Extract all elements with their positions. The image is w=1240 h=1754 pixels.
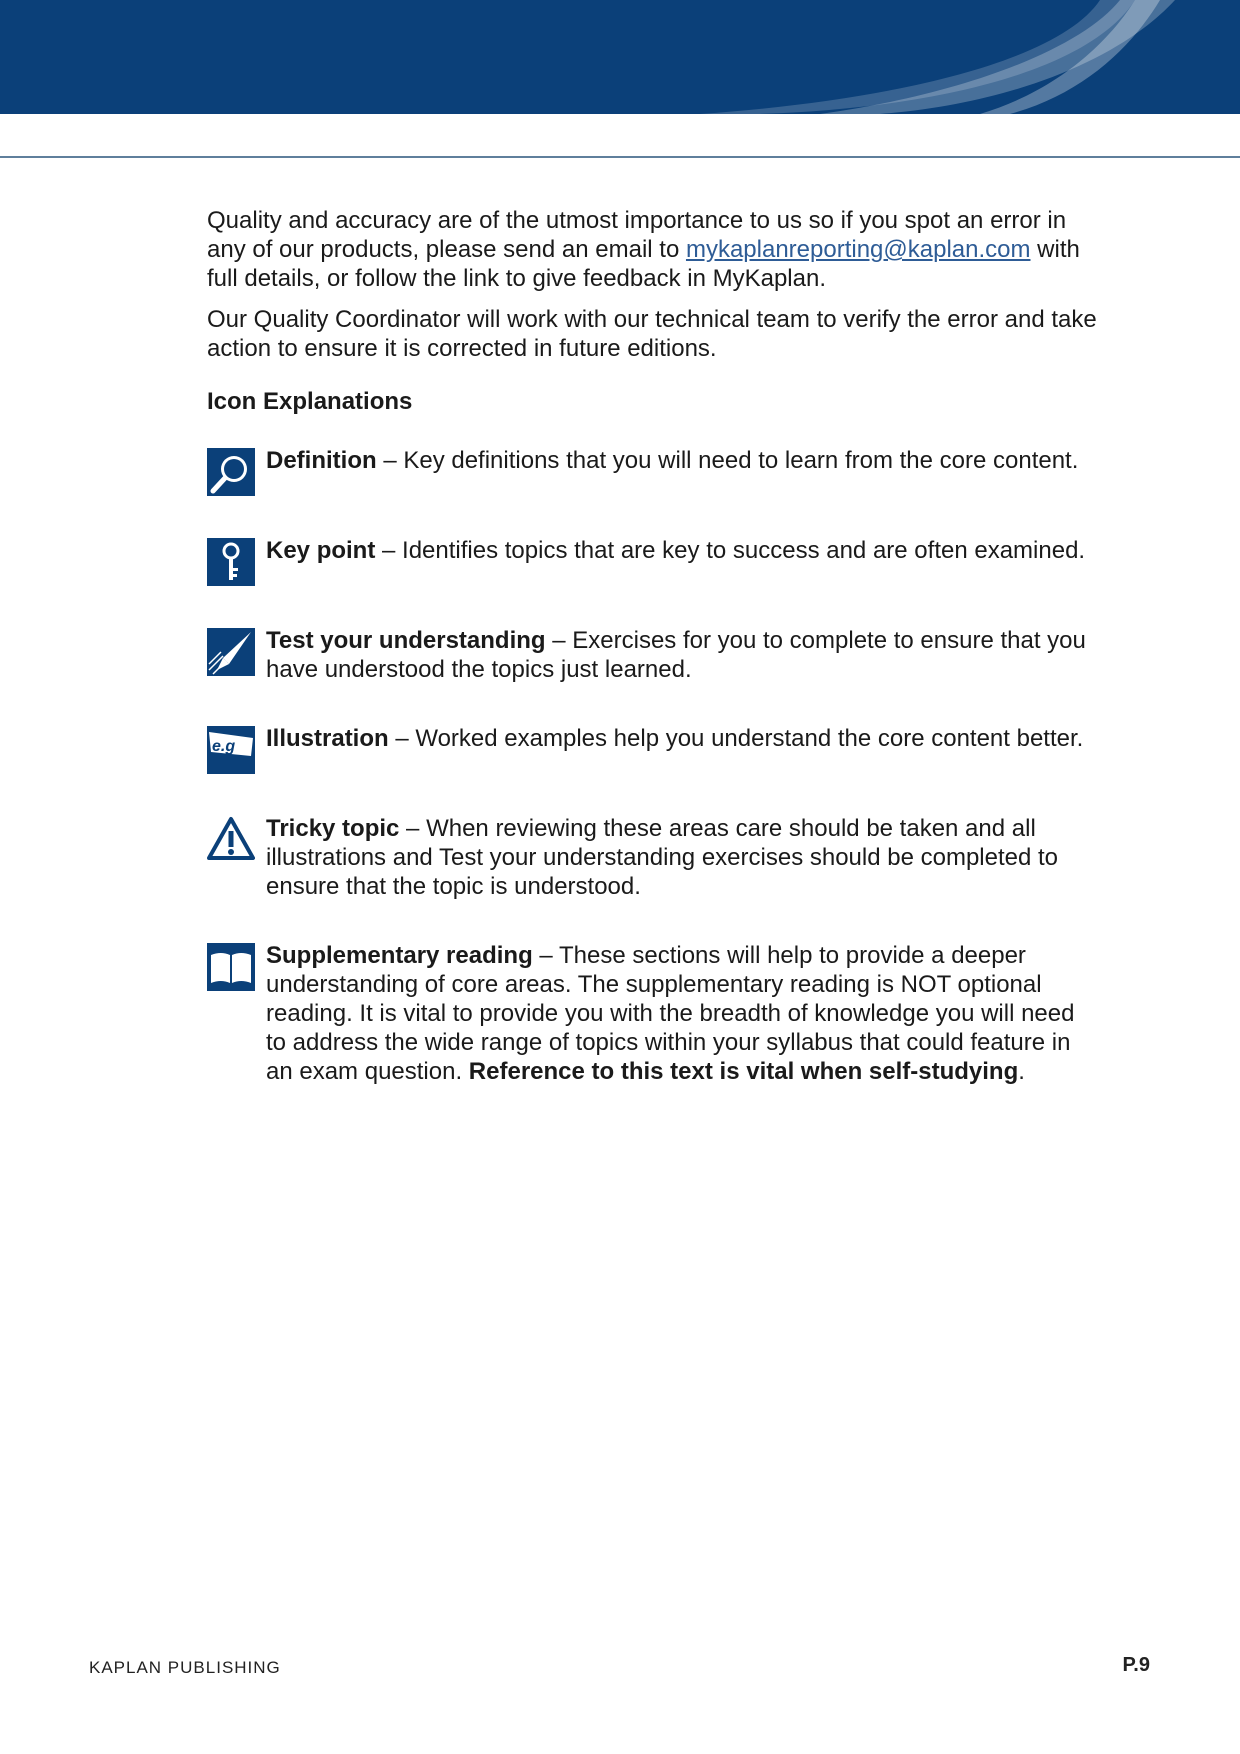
intro-text-end: with full details, or follow the link to give feedback in MyKaplan.: [207, 236, 1080, 292]
intro-paragraph: [207, 206, 1097, 293]
item-title: Key point: [266, 537, 376, 564]
page-content: [207, 206, 1097, 1126]
warning-icon: [207, 816, 255, 864]
svg-text:e.g: e.g: [212, 738, 236, 755]
icon-explanation-key-point: [207, 536, 1097, 586]
pencil-icon: [207, 628, 255, 676]
item-description: [266, 724, 1097, 753]
item-title: Test your understanding: [266, 627, 546, 654]
item-title: Definition: [266, 447, 377, 474]
item-text: – When reviewing these areas care should be taken and all illustrations and Test your understanding exercises should be completed to ensure that the topic is understood.: [266, 815, 1059, 900]
footer-publisher: KAPLAN PUBLISHING: [89, 1658, 281, 1677]
item-title: Tricky topic: [266, 815, 400, 842]
icon-explanation-supplementary-reading: [207, 941, 1097, 1086]
item-description: [266, 446, 1097, 475]
eg-icon: [207, 726, 255, 774]
item-text: – These sections will help to provide a deeper understanding of core areas. The supplementary reading is NOT optional reading. It is vital to provide you with the breadth of knowledge you will need to address the wide range of topics within your syllabus that could feature in an exam question.: [266, 942, 1075, 1085]
item-description: [266, 626, 1097, 684]
header-rule: [0, 156, 1240, 158]
intro-text: Quality and accuracy are of the utmost importance to us so if you spot an error in any of our products, please send an email to: [207, 207, 1067, 263]
key-icon: [207, 538, 255, 586]
item-description: [266, 814, 1097, 901]
feedback-email-link[interactable]: mykaplanreporting@kaplan.com: [685, 236, 1031, 263]
icon-explanation-tricky-topic: [207, 814, 1097, 901]
icon-explanation-test: [207, 626, 1097, 684]
banner-swoosh-graphic: [0, 0, 1240, 114]
item-title: Supplementary reading: [266, 942, 533, 969]
item-text: – Worked examples help you understand the core content better.: [388, 725, 1084, 752]
item-text-end: .: [1018, 1058, 1025, 1085]
header-banner: [0, 0, 1240, 114]
icon-explanation-illustration: [207, 724, 1097, 774]
item-text: – Identifies topics that are key to success and are often examined.: [375, 537, 1086, 564]
page-number: P.9: [1122, 1654, 1150, 1676]
section-heading: Icon Explanations: [207, 388, 413, 415]
item-text: – Exercises for you to complete to ensure that you have understood the topics just learned.: [266, 627, 1086, 683]
quality-paragraph: Our Quality Coordinator will work with our technical team to verify the error and take action to ensure it is corrected in future editions.: [207, 306, 1097, 362]
item-description: [266, 536, 1097, 565]
item-title: Illustration: [266, 725, 389, 752]
item-description: [266, 941, 1097, 1086]
book-icon: [207, 943, 255, 991]
magnifier-icon: [207, 448, 255, 496]
icon-explanation-definition: [207, 446, 1097, 496]
item-emphasis: Reference to this text is vital when self-studying: [468, 1058, 1019, 1085]
item-text: – Key definitions that you will need to learn from the core content.: [376, 447, 1079, 474]
